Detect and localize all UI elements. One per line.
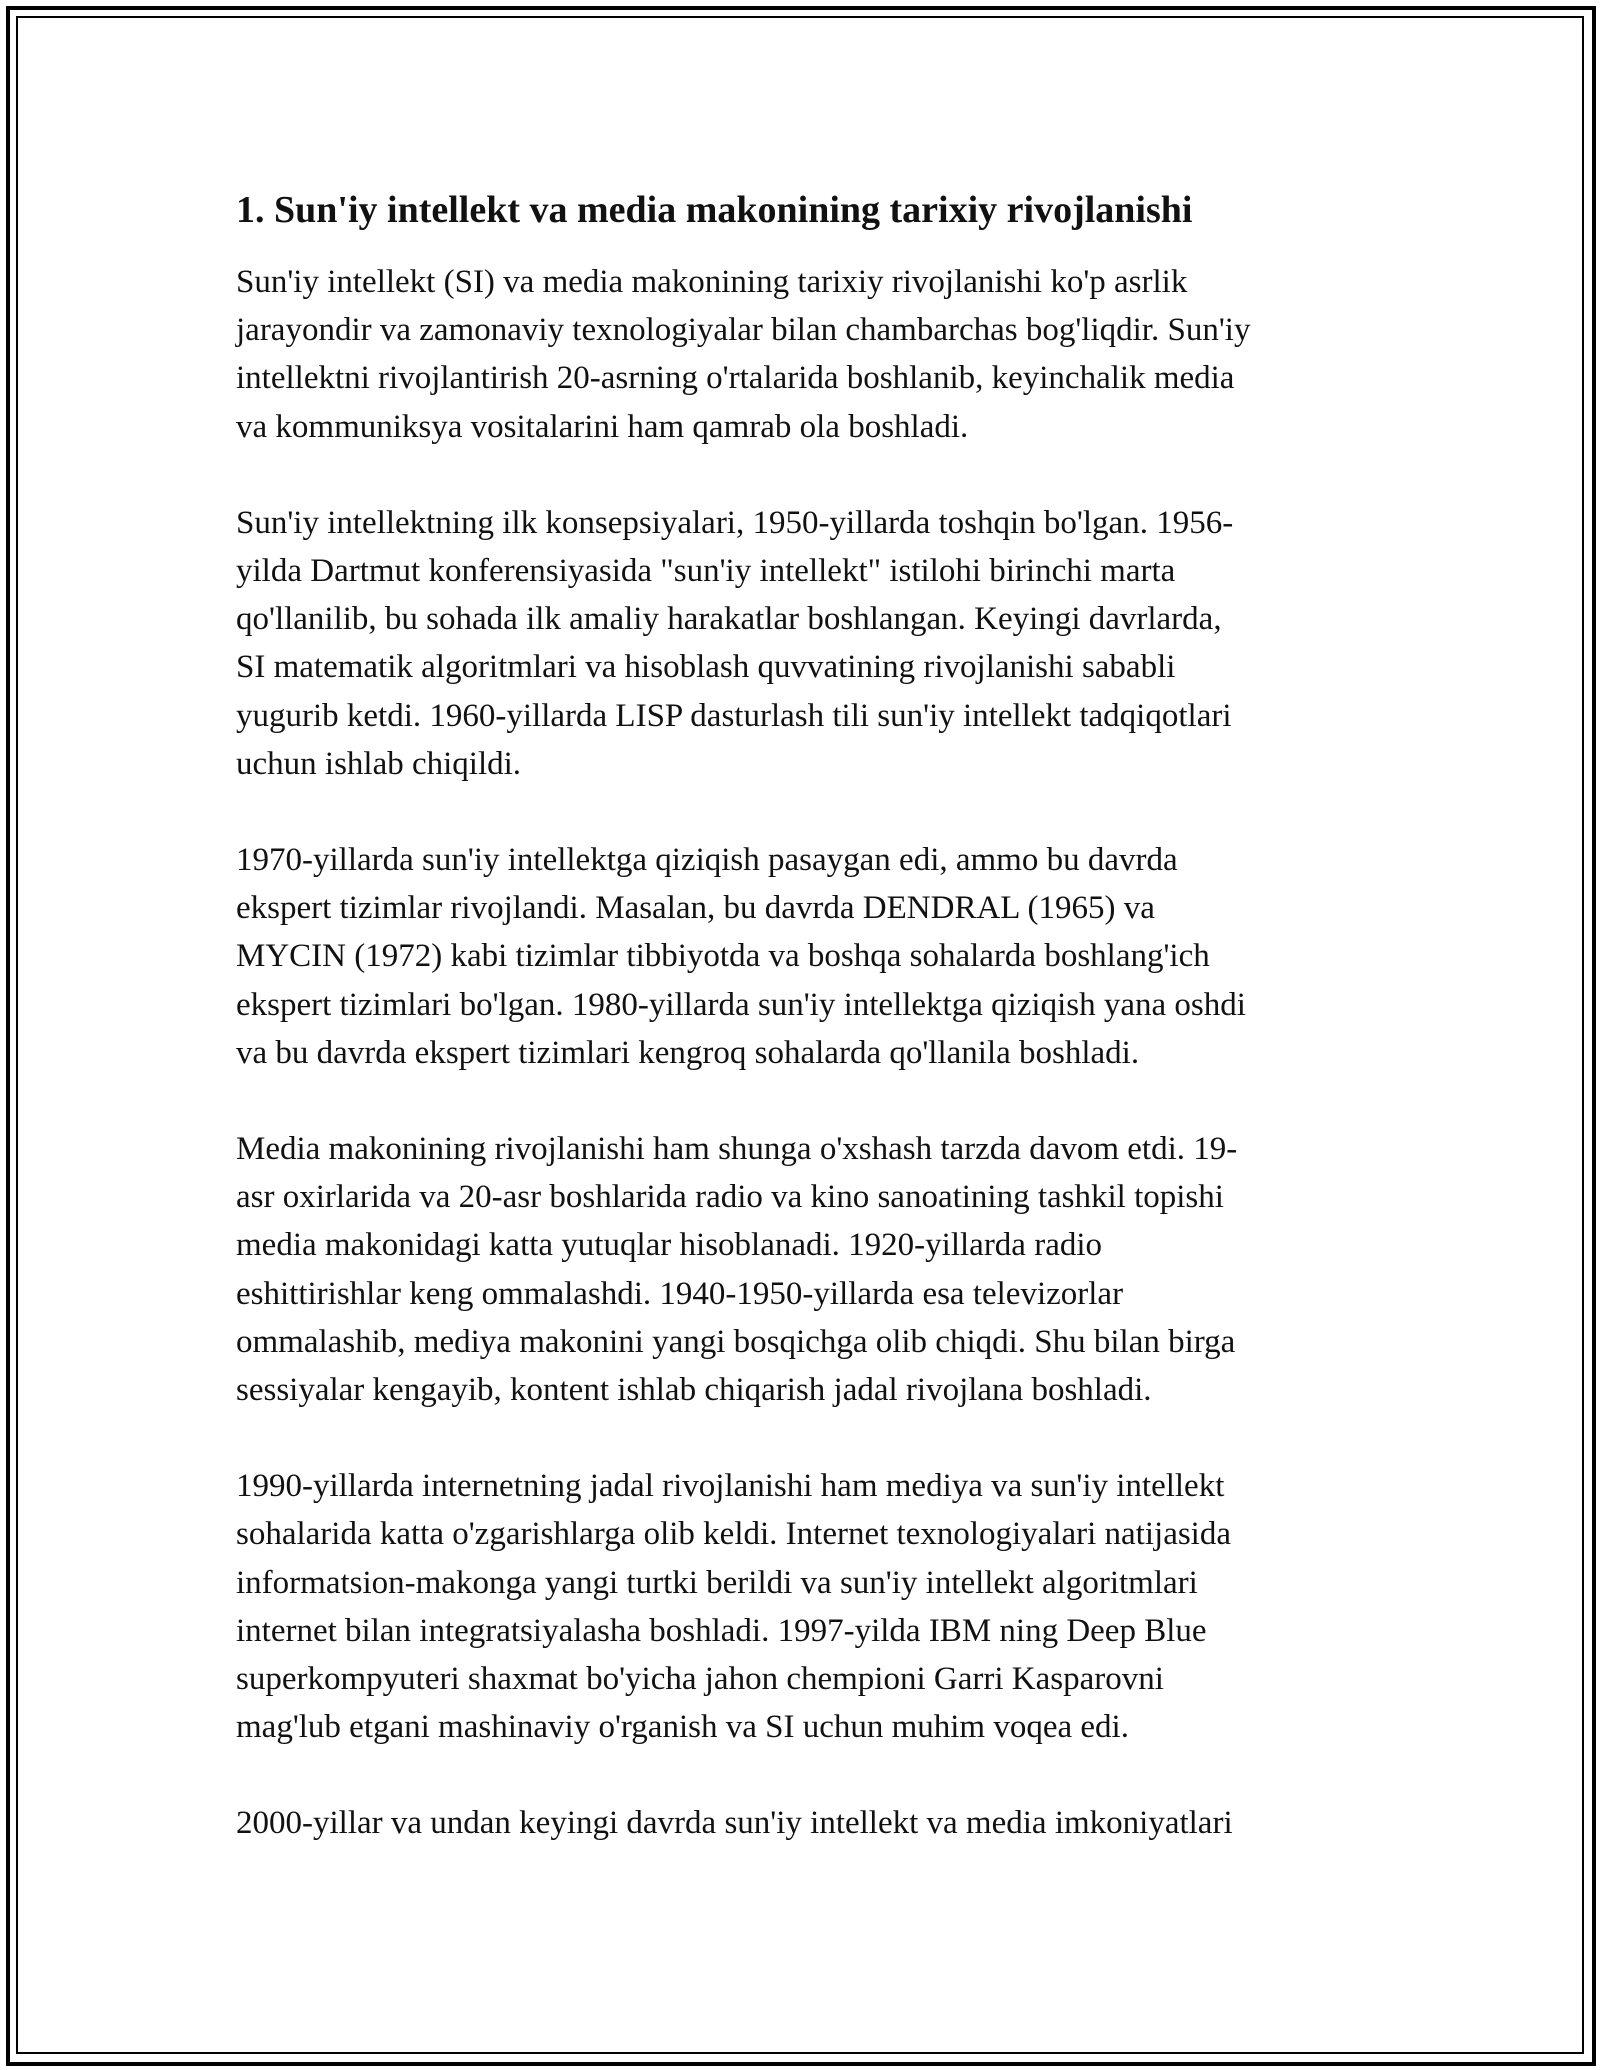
text-line: media makonidagi katta yutuqlar hisoblanadi. 1920-yillarda radio [236, 1227, 1103, 1264]
text-line: uchun ishlab chiqildi. [236, 745, 522, 782]
text-line: qo'llanilib, bu sohada ilk amaliy harakatlar boshlangan. Keyingi davrlarda, [236, 601, 1222, 638]
text-line: ekspert tizimlar rivojlandi. Masalan, bu davrda DENDRAL (1965) va [236, 890, 1155, 927]
text-line: eshittirishlar keng ommalashdi. 1940-1950-yillarda esa televizorlar [236, 1275, 1124, 1312]
paragraph [236, 1462, 1396, 1751]
text-line: internet bilan integratsiyalasha boshladi. 1997-yilda IBM ning Deep Blue [236, 1612, 1207, 1649]
text-line: SI matematik algoritmlari va hisoblash quvvatining rivojlanishi sababli [236, 649, 1176, 686]
text-line: Sun'iy intellektning ilk konsepsiyalari, 1950-yillarda toshqin bo'lgan. 1956- [236, 504, 1234, 541]
text-line: va kommuniksya vositalarini ham qamrab ola boshladi. [236, 408, 969, 445]
text-line: 2000-yillar va undan keyingi davrda sun'iy intellekt va media imkoniyatlari [236, 1805, 1233, 1842]
paragraph [236, 1799, 1396, 1847]
text-line: MYCIN (1972) kabi tizimlar tibbiyotda va boshqa sohalarda boshlang'ich [236, 938, 1210, 975]
text-line: superkompyuteri shaxmat bo'yicha jahon chempioni Garri Kasparovni [236, 1661, 1164, 1698]
text-line: 1990-yillarda internetning jadal rivojlanishi ham mediya va sun'iy intellekt [236, 1468, 1225, 1505]
paragraph [236, 258, 1396, 451]
section-heading: 1. Sun'iy intellekt va media makonining tarixiy rivojlanishi [236, 189, 1193, 231]
text-line: intellektni rivojlantirish 20-asrning o'rtalarida boshlanib, keyinchalik media [236, 360, 1235, 397]
text-line: sessiyalar kengayib, kontent ishlab chiqarish jadal rivojlana boshladi. [236, 1372, 1152, 1409]
text-line: Sun'iy intellekt (SI) va media makonining tarixiy rivojlanishi ko'p asrlik [236, 264, 1188, 300]
text-line: ommalashib, mediya makonini yangi bosqichga olib chiqdi. Shu bilan birga [236, 1323, 1236, 1360]
document-body [236, 186, 1396, 1896]
paragraph [236, 1125, 1396, 1414]
text-line: mag'lub etgani mashinaviy o'rganish va SI uchun muhim voqea edi. [236, 1709, 1129, 1746]
text-line: yugurib ketdi. 1960-yillarda LISP dasturlash tili sun'iy intellekt tadqiqotlari [236, 697, 1232, 734]
paragraph [236, 836, 1396, 1077]
text-line: ekspert tizimlari bo'lgan. 1980-yillarda sun'iy intellektga qiziqish yana oshdi [236, 986, 1246, 1023]
text-line: informatsion-makonga yangi turtki berildi va sun'iy intellekt algoritmlari [236, 1564, 1198, 1601]
paragraph [236, 499, 1396, 788]
text-line: Media makonining rivojlanishi ham shunga o'xshash tarzda davom etdi. 19- [236, 1131, 1238, 1168]
text-line: 1970-yillarda sun'iy intellektga qiziqish pasaygan edi, ammo bu davrda [236, 842, 1178, 879]
text-line: jarayondir va zamonaviy texnologiyalar bilan chambarchas bog'liqdir. Sun'iy [236, 312, 1251, 349]
text-line: asr oxirlarida va 20-asr boshlarida radio va kino sanoatining tashkil topishi [236, 1179, 1224, 1216]
text-line: sohalarida katta o'zgarishlarga olib keldi. Internet texnologiyalari natijasida [236, 1516, 1231, 1553]
text-line: va bu davrda ekspert tizimlari kengroq sohalarda qo'llanila boshladi. [236, 1034, 1140, 1071]
text-line: yilda Dartmut konferensiyasida "sun'iy intellekt" istilohi birinchi marta [236, 553, 1176, 590]
